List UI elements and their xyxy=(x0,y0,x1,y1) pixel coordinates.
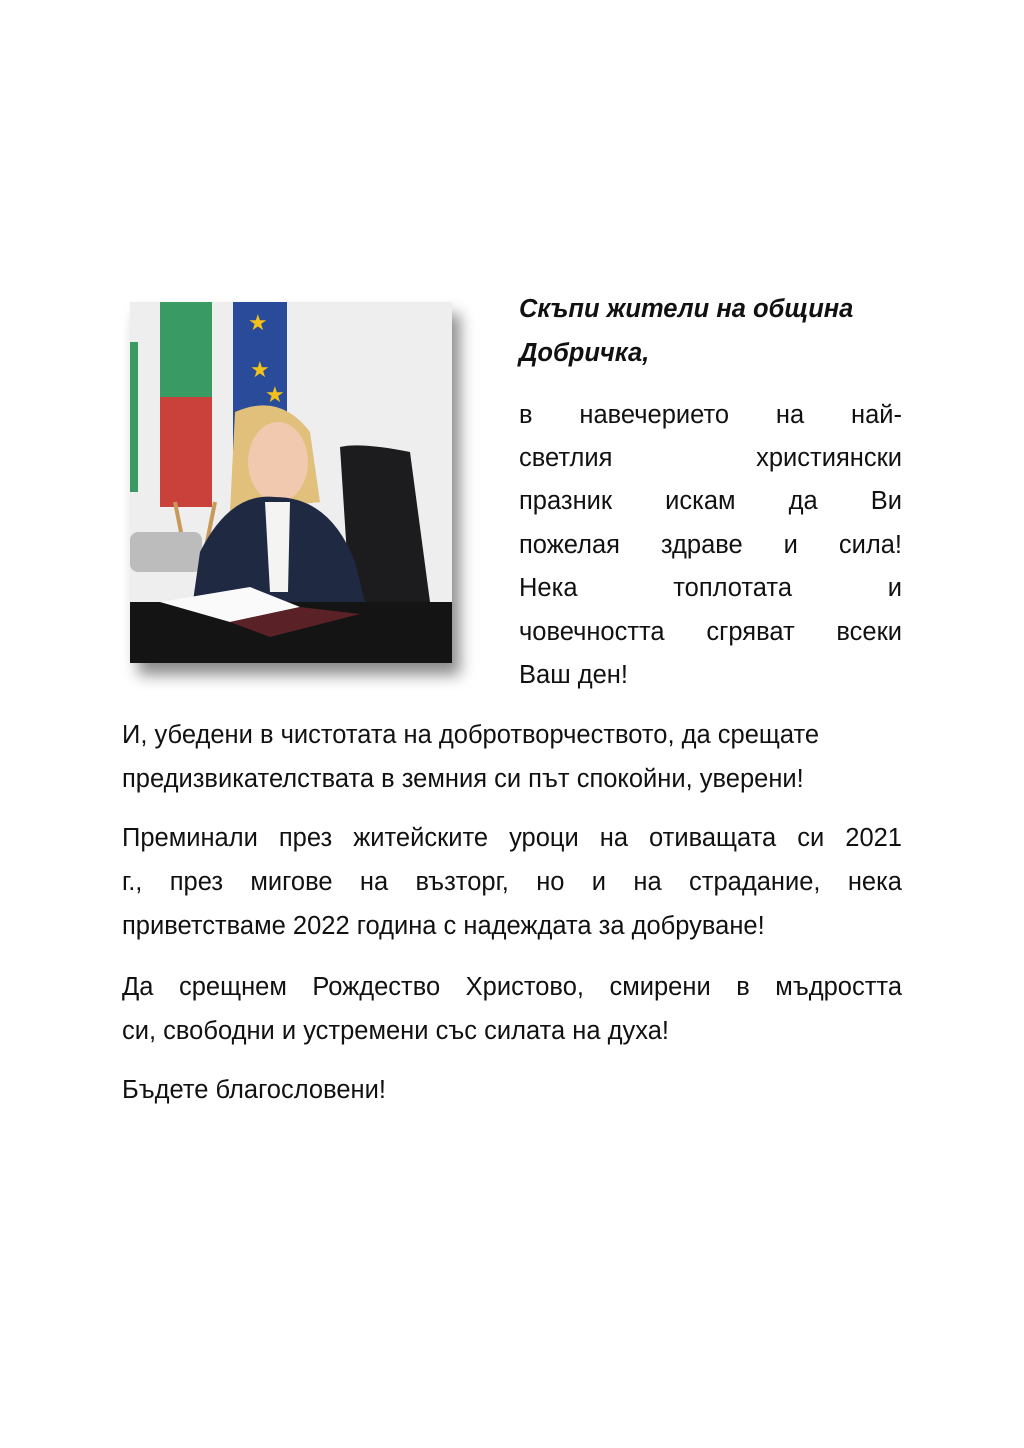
side-paragraph-line: Нека топлотата и xyxy=(519,574,902,602)
side-paragraph-line: Ваш ден! xyxy=(519,661,628,689)
paragraph1-line: И, убедени в чистотата на добротворчеството, да срещате xyxy=(122,721,820,749)
paragraph3-line: Да срещнем Рождество Христово, смирени в мъдростта xyxy=(122,973,902,1001)
paragraph2-line: приветстваме 2022 година с надеждата за добруване! xyxy=(122,912,765,940)
closing-line: Бъдете благословени! xyxy=(122,1076,386,1104)
greeting-line: Скъпи жители на община xyxy=(519,295,854,323)
paragraph2-line: г., през мигове на възторг, но и на страдание, нека xyxy=(122,868,902,896)
paragraph2-line: Преминали през житейските уроци на отиващата си 2021 xyxy=(122,824,902,852)
side-paragraph-line: светлия християнски xyxy=(519,444,902,472)
svg-text:★: ★ xyxy=(265,382,285,407)
side-paragraph-line: празник искам да Ви xyxy=(519,487,902,515)
side-paragraph-line: пожелая здраве и сила! xyxy=(519,531,902,559)
paragraph1-line: предизвикателствата в земния си път спокойни, уверени! xyxy=(122,765,804,793)
side-paragraph-line: в навечерието на най- xyxy=(519,401,902,429)
side-paragraph-line: човечността сгряват всеки xyxy=(519,618,902,646)
svg-text:★: ★ xyxy=(250,357,270,382)
paragraph3-line: си, свободни и устремени със силата на духа! xyxy=(122,1017,669,1045)
svg-text:★: ★ xyxy=(248,310,268,335)
portrait-photo xyxy=(130,302,452,663)
greeting-line: Добричка, xyxy=(519,339,650,367)
